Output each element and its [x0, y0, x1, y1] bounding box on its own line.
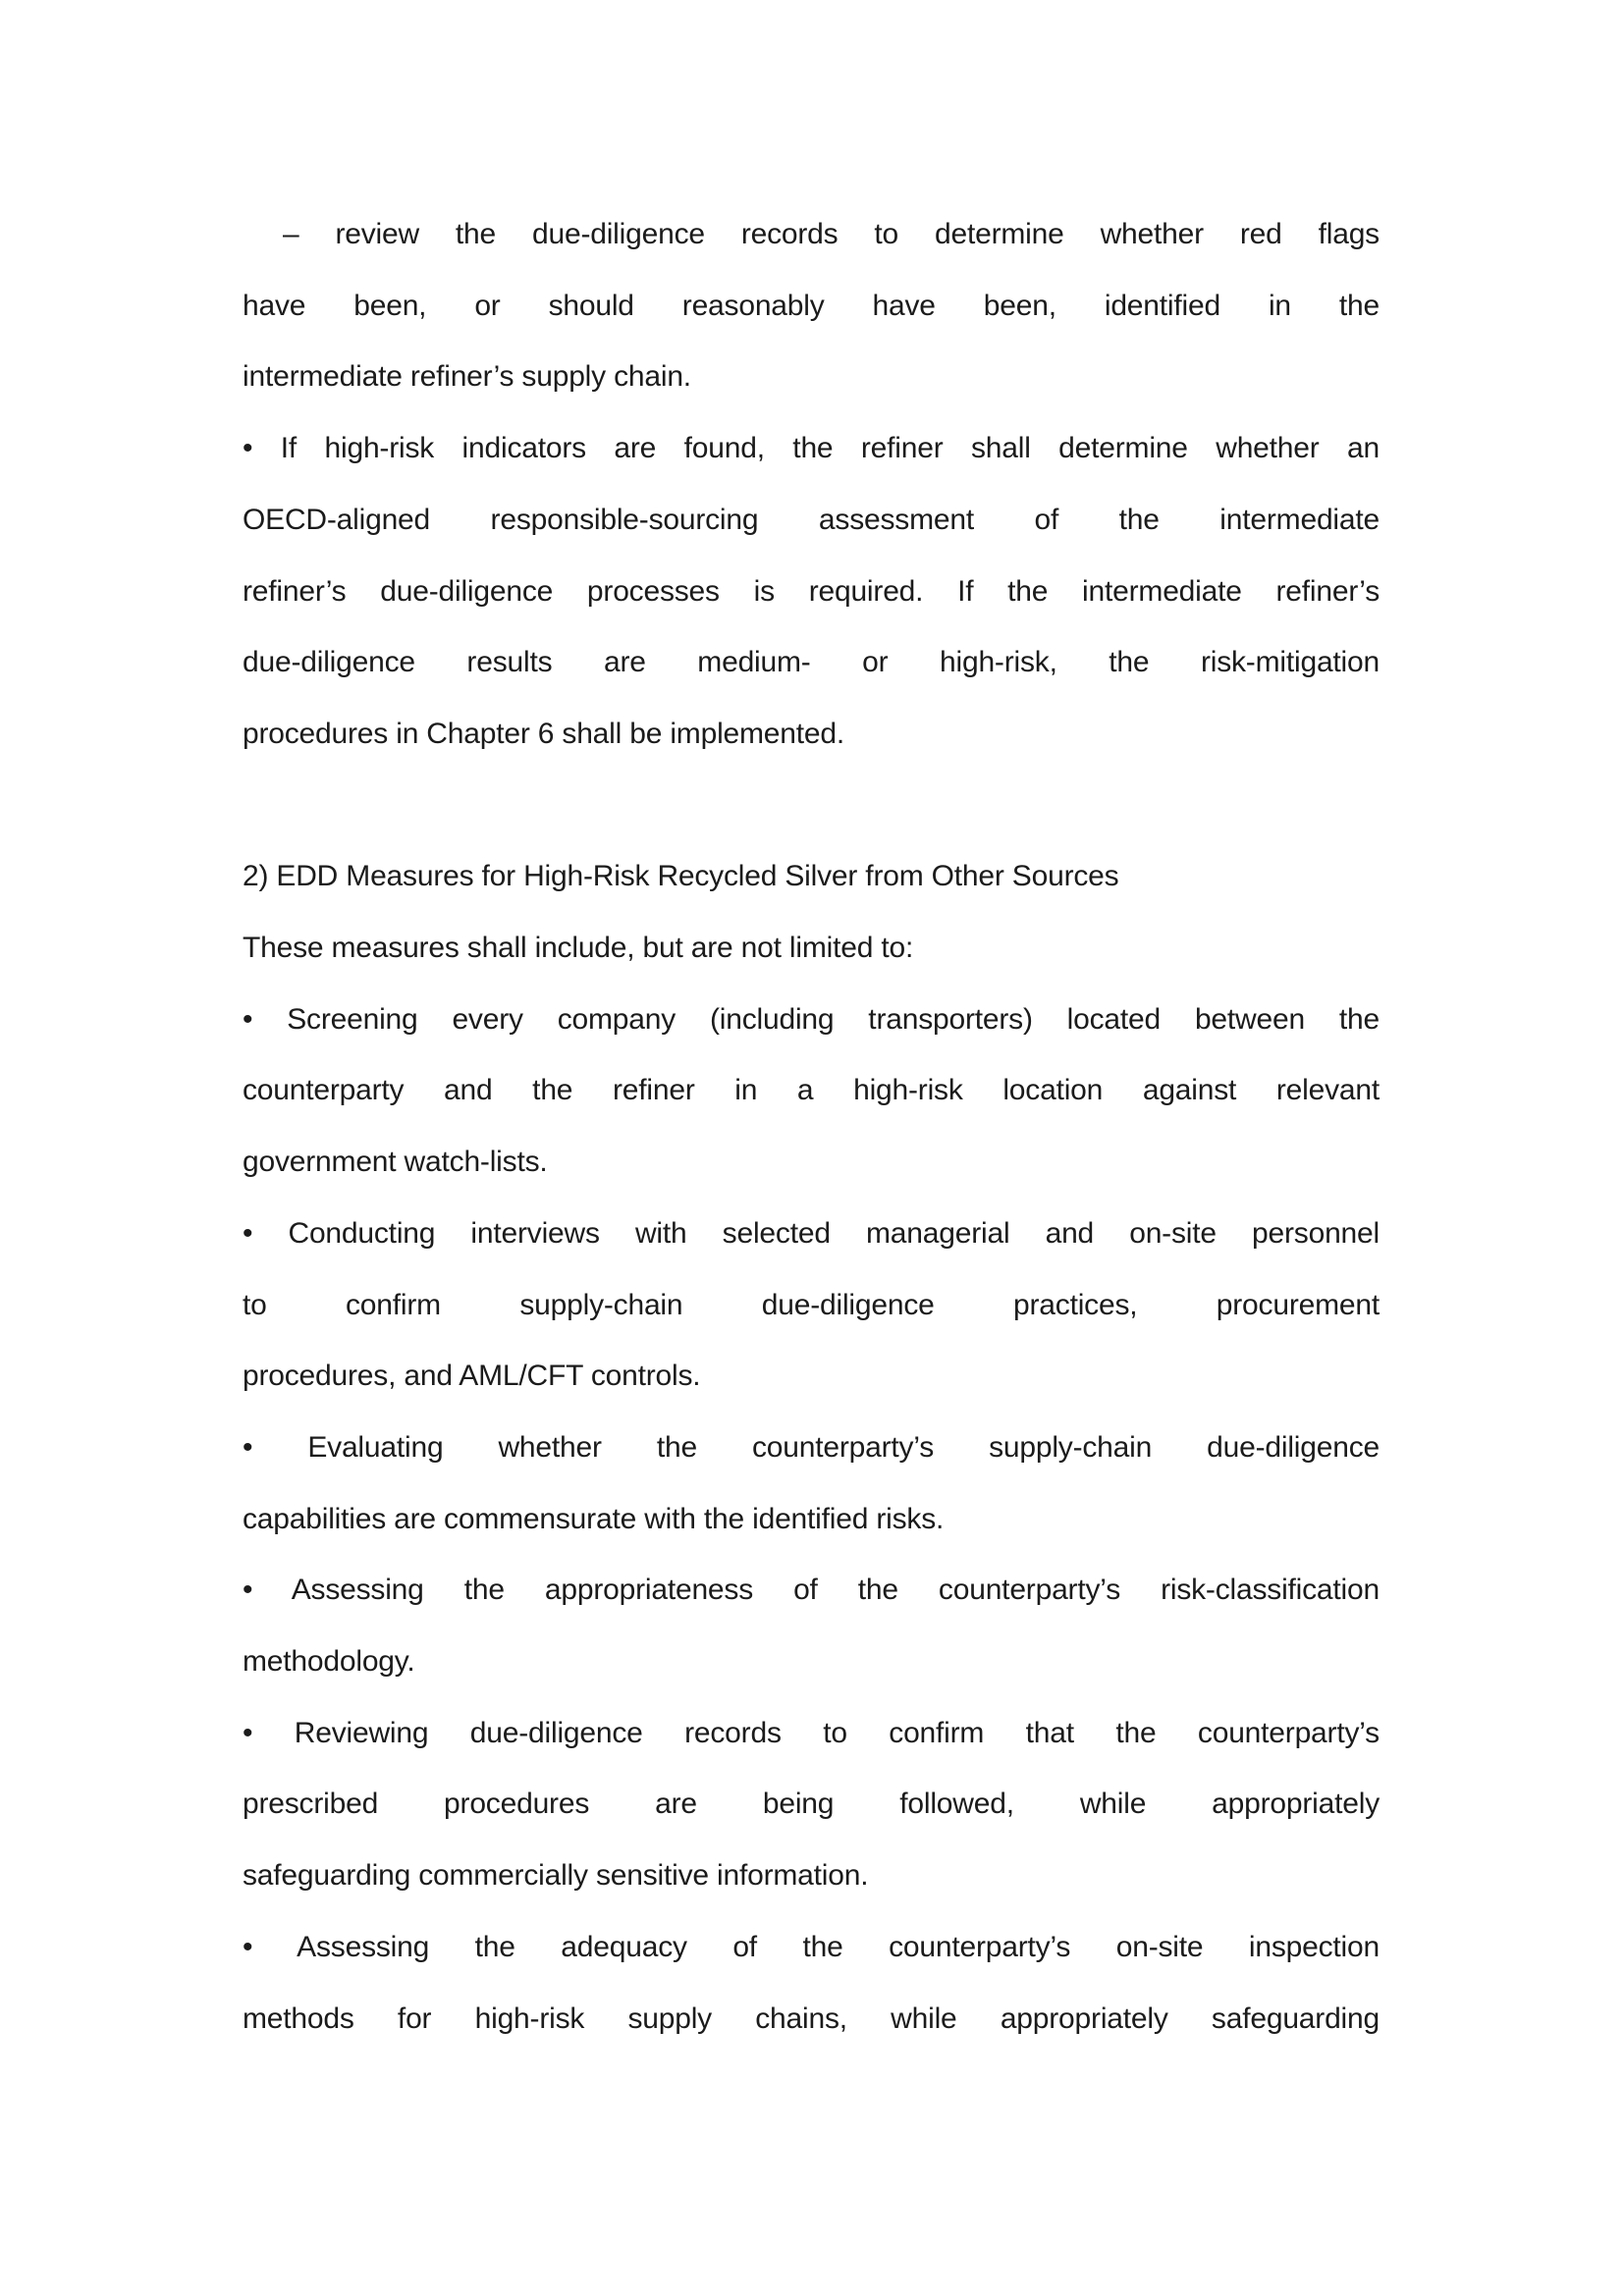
para-bullet-onsite-inspection: [243, 1912, 1380, 2055]
text-line: • Reviewing due-diligence records to confirm that the counterparty’s: [243, 1716, 1380, 1749]
text-line: refiner’s due-diligence processes is required. If the intermediate refiner’s: [243, 574, 1380, 608]
text-line: procedures, and AML/CFT controls.: [243, 1360, 701, 1393]
text-line: prescribed procedures are being followed, while appropriately: [243, 1788, 1380, 1821]
text-line: procedures in Chapter 6 shall be implemented.: [243, 717, 845, 750]
text-line: due-diligence results are medium- or high-risk, the risk-mitigation: [243, 646, 1380, 679]
text-line: • If high-risk indicators are found, the refiner shall determine whether an: [243, 432, 1380, 465]
text-line: • Evaluating whether the counterparty’s supply-chain due-diligence: [243, 1430, 1380, 1464]
para-bullet-screening: [243, 985, 1380, 1199]
text-line: 2) EDD Measures for High-Risk Recycled Silver from Other Sources: [243, 860, 1119, 893]
text-line: intermediate refiner’s supply chain.: [243, 360, 691, 394]
text-line: government watch-lists.: [243, 1146, 548, 1179]
para-dash-review: [243, 199, 1380, 413]
text-line: capabilities are commensurate with the identified risks.: [243, 1502, 945, 1535]
text-line: – review the due-diligence records to determine whether red flags: [283, 218, 1380, 250]
text-line: • Conducting interviews with selected managerial and on-site personnel: [243, 1216, 1380, 1250]
text-line: have been, or should reasonably have been, identified in the: [243, 289, 1380, 322]
para-bullet-risk-classification: [243, 1555, 1380, 1697]
text-line: These measures shall include, but are not limited to:: [243, 932, 914, 965]
para-bullet-interviews: [243, 1199, 1380, 1413]
text-line: to confirm supply-chain due-diligence practices, procurement: [243, 1288, 1380, 1321]
text-line: counterparty and the refiner in a high-risk location against relevant: [243, 1074, 1380, 1107]
heading-edd-measures: [243, 841, 1380, 913]
text-line: methodology.: [243, 1645, 415, 1679]
text-line: • Screening every company (including transporters) located between the: [243, 1002, 1380, 1036]
para-bullet-high-risk-indicators: [243, 413, 1380, 771]
para-bullet-reviewing-records: [243, 1698, 1380, 1912]
text-line: • Assessing the adequacy of the counterparty’s on-site inspection: [243, 1930, 1380, 1963]
text-line: methods for high-risk supply chains, while appropriately safeguarding: [243, 2002, 1380, 2035]
text-line: OECD-aligned responsible-sourcing assessment of the intermediate: [243, 503, 1380, 536]
para-bullet-evaluating: [243, 1413, 1380, 1555]
para-measures-intro: [243, 913, 1380, 985]
text-line: • Assessing the appropriateness of the counterparty’s risk-classification: [243, 1574, 1380, 1607]
blank-line: [243, 771, 1380, 842]
text-line: safeguarding commercially sensitive information.: [243, 1859, 869, 1893]
